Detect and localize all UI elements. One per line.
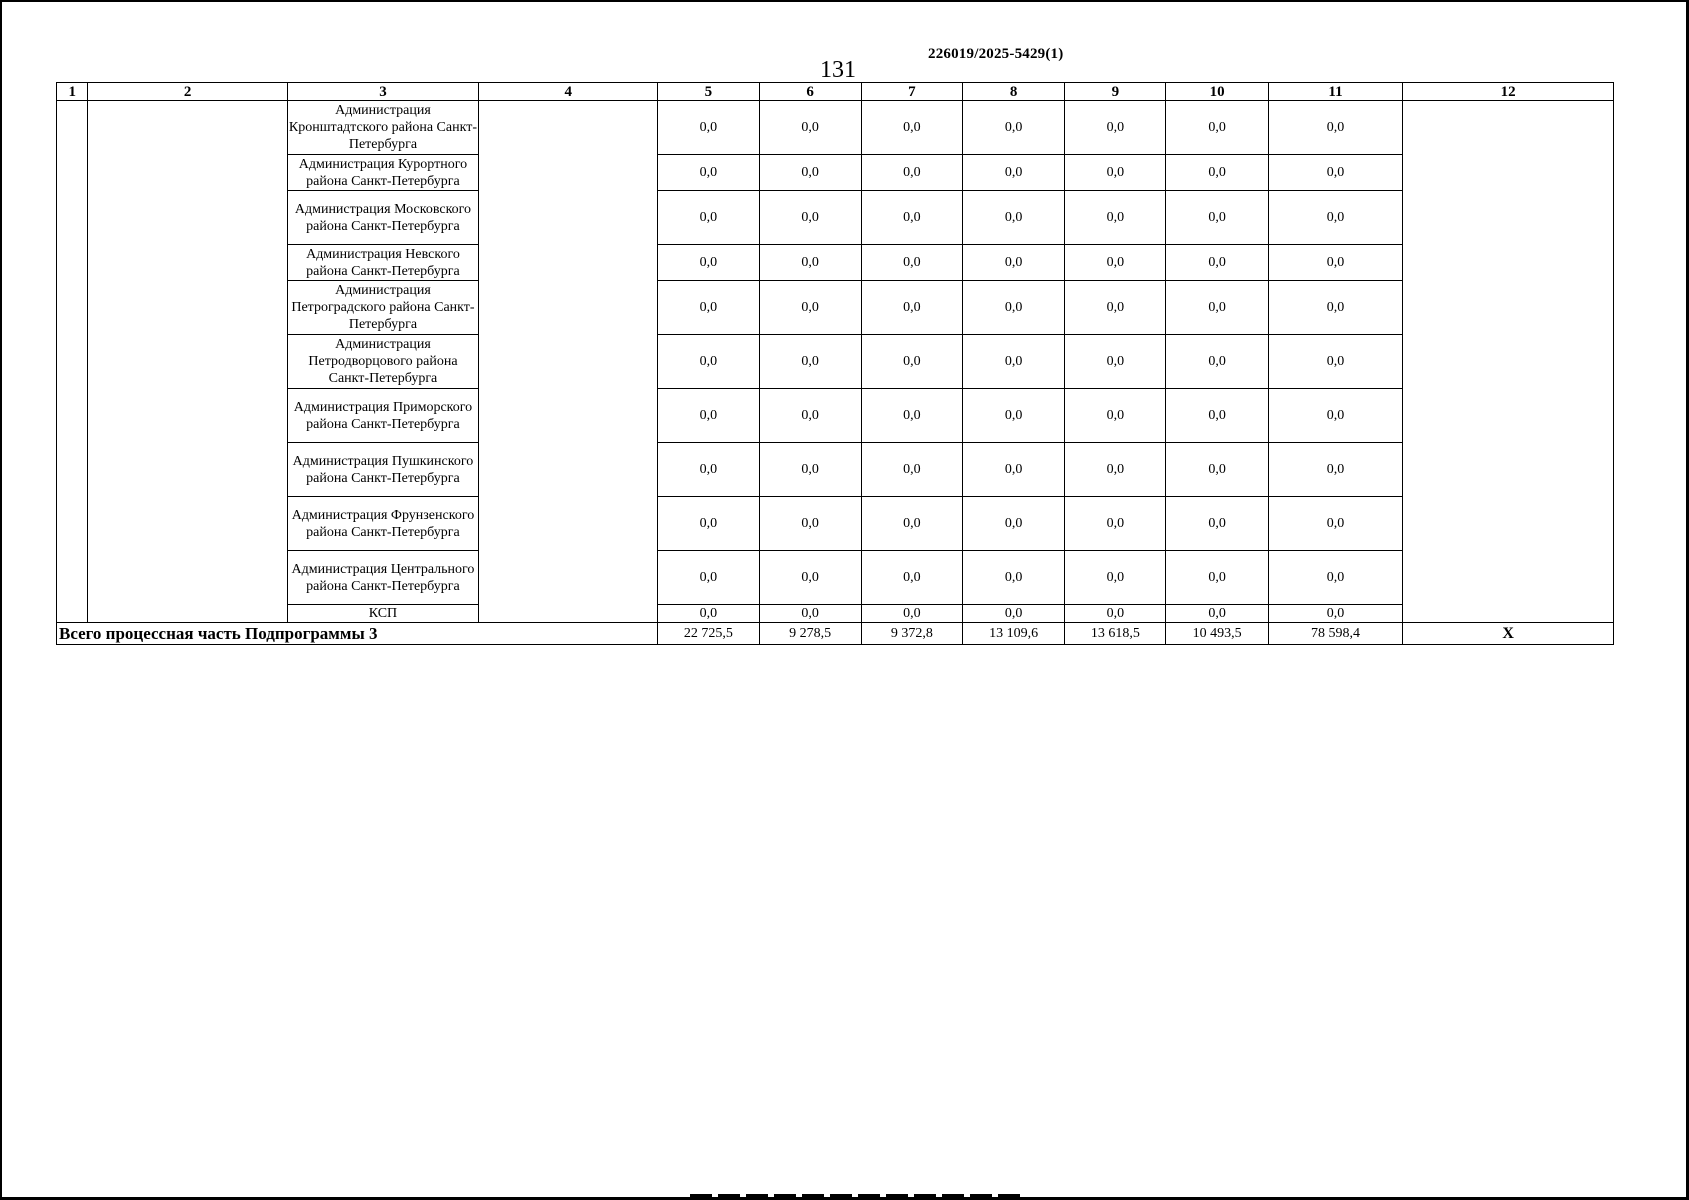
value-cell: 0,0 (658, 551, 759, 605)
value-cell: 0,0 (963, 245, 1065, 281)
value-cell: 0,0 (1268, 335, 1403, 389)
value-cell: 0,0 (963, 389, 1065, 443)
value-cell: 0,0 (1166, 335, 1268, 389)
value-cell: 0,0 (1268, 605, 1403, 623)
value-cell: 0,0 (1065, 389, 1166, 443)
value-cell: 0,0 (1268, 155, 1403, 191)
value-cell: 0,0 (963, 551, 1065, 605)
table-row (57, 551, 1614, 605)
value-cell: 0,0 (658, 155, 759, 191)
executor-cell: Администрация Петродворцового района Санкт-Петербурга (287, 335, 478, 389)
value-cell: 0,0 (1065, 605, 1166, 623)
value-cell: 0,0 (861, 497, 962, 551)
value-cell: 0,0 (861, 245, 962, 281)
table-row (57, 281, 1614, 335)
value-cell: 0,0 (861, 335, 962, 389)
table-row (57, 335, 1614, 389)
col-header: 6 (759, 83, 861, 101)
value-cell: 0,0 (658, 605, 759, 623)
value-cell: 0,0 (759, 245, 861, 281)
scan-edge-left (0, 0, 2, 1200)
table-row (57, 497, 1614, 551)
value-cell: 0,0 (1065, 191, 1166, 245)
value-cell: 0,0 (658, 335, 759, 389)
executor-cell: Администрация Фрунзенского района Санкт-Петербурга (287, 497, 478, 551)
executor-cell: Администрация Кронштадтского района Санкт-Петербурга (287, 101, 478, 155)
value-cell: 0,0 (1065, 443, 1166, 497)
col-header: 3 (287, 83, 478, 101)
value-cell: 0,0 (1268, 101, 1403, 155)
col-header: 2 (88, 83, 287, 101)
value-cell: 0,0 (1166, 191, 1268, 245)
total-value-cell: 13 109,6 (963, 623, 1065, 645)
value-cell: 0,0 (1166, 101, 1268, 155)
value-cell: 0,0 (1065, 101, 1166, 155)
value-cell: 0,0 (1166, 497, 1268, 551)
value-cell: 0,0 (1065, 155, 1166, 191)
total-row (57, 623, 1614, 645)
executor-cell: КСП (287, 605, 478, 623)
executor-cell: Администрация Московского района Санкт-Петербурга (287, 191, 478, 245)
col-header: 9 (1065, 83, 1166, 101)
total-value-cell: 13 618,5 (1065, 623, 1166, 645)
value-cell: 0,0 (963, 191, 1065, 245)
value-cell: 0,0 (1166, 155, 1268, 191)
total-col12-mark: Х (1403, 623, 1614, 645)
value-cell: 0,0 (658, 497, 759, 551)
total-value-cell: 22 725,5 (658, 623, 759, 645)
value-cell: 0,0 (861, 191, 962, 245)
value-cell: 0,0 (1166, 389, 1268, 443)
value-cell: 0,0 (963, 101, 1065, 155)
value-cell: 0,0 (1166, 605, 1268, 623)
value-cell: 0,0 (759, 101, 861, 155)
executor-cell: Администрация Приморского района Санкт-Петербурга (287, 389, 478, 443)
value-cell: 0,0 (1166, 443, 1268, 497)
value-cell: 0,0 (759, 389, 861, 443)
col-header: 8 (963, 83, 1065, 101)
value-cell: 0,0 (1166, 281, 1268, 335)
value-cell: 0,0 (658, 191, 759, 245)
value-cell: 0,0 (658, 245, 759, 281)
col12-merged-cell (1403, 101, 1614, 623)
scan-bottom-marks (690, 1194, 1020, 1197)
value-cell: 0,0 (963, 443, 1065, 497)
col-header: 11 (1268, 83, 1403, 101)
total-value-cell: 78 598,4 (1268, 623, 1403, 645)
value-cell: 0,0 (1166, 245, 1268, 281)
column-number-header-row (57, 83, 1614, 101)
value-cell: 0,0 (861, 605, 962, 623)
value-cell: 0,0 (1166, 551, 1268, 605)
value-cell: 0,0 (963, 281, 1065, 335)
registration-number: 226019/2025-5429(1) (928, 46, 1064, 62)
value-cell: 0,0 (861, 443, 962, 497)
col-header: 1 (57, 83, 88, 101)
value-cell: 0,0 (759, 497, 861, 551)
table-row (57, 605, 1614, 623)
value-cell: 0,0 (963, 605, 1065, 623)
value-cell: 0,0 (963, 155, 1065, 191)
value-cell: 0,0 (1268, 389, 1403, 443)
value-cell: 0,0 (759, 155, 861, 191)
value-cell: 0,0 (759, 443, 861, 497)
col-header: 5 (658, 83, 759, 101)
value-cell: 0,0 (1065, 245, 1166, 281)
col-header: 12 (1403, 83, 1614, 101)
col-header: 10 (1166, 83, 1268, 101)
total-value-cell: 9 278,5 (759, 623, 861, 645)
table-row (57, 443, 1614, 497)
value-cell: 0,0 (861, 155, 962, 191)
table-row (57, 191, 1614, 245)
total-label: Всего процессная часть Подпрограммы 3 (57, 623, 658, 645)
value-cell: 0,0 (658, 443, 759, 497)
value-cell: 0,0 (1268, 191, 1403, 245)
value-cell: 0,0 (759, 281, 861, 335)
executor-cell: Администрация Невского района Санкт-Петербурга (287, 245, 478, 281)
value-cell: 0,0 (759, 335, 861, 389)
col-header: 7 (861, 83, 962, 101)
value-cell: 0,0 (861, 101, 962, 155)
executor-cell: Администрация Курортного района Санкт-Петербурга (287, 155, 478, 191)
col-header: 4 (479, 83, 658, 101)
executor-cell: Администрация Центрального района Санкт-Петербурга (287, 551, 478, 605)
value-cell: 0,0 (759, 191, 861, 245)
value-cell: 0,0 (1065, 335, 1166, 389)
total-value-cell: 9 372,8 (861, 623, 962, 645)
value-cell: 0,0 (658, 281, 759, 335)
value-cell: 0,0 (963, 497, 1065, 551)
value-cell: 0,0 (1268, 497, 1403, 551)
scan-edge-top (0, 0, 1689, 2)
value-cell: 0,0 (1065, 551, 1166, 605)
value-cell: 0,0 (759, 551, 861, 605)
page-number: 131 (820, 57, 856, 83)
value-cell: 0,0 (1065, 281, 1166, 335)
col1-merged-cell (57, 101, 88, 623)
executor-cell: Администрация Пушкинского района Санкт-Петербурга (287, 443, 478, 497)
value-cell: 0,0 (1268, 443, 1403, 497)
value-cell: 0,0 (963, 335, 1065, 389)
value-cell: 0,0 (1268, 281, 1403, 335)
value-cell: 0,0 (658, 389, 759, 443)
budget-table (56, 82, 1614, 645)
value-cell: 0,0 (861, 281, 962, 335)
value-cell: 0,0 (1268, 551, 1403, 605)
col4-merged-cell (479, 101, 658, 623)
value-cell: 0,0 (861, 389, 962, 443)
value-cell: 0,0 (1268, 245, 1403, 281)
value-cell: 0,0 (759, 605, 861, 623)
value-cell: 0,0 (861, 551, 962, 605)
table-row (57, 245, 1614, 281)
table-row (57, 155, 1614, 191)
table-row (57, 101, 1614, 155)
value-cell: 0,0 (658, 101, 759, 155)
value-cell: 0,0 (1065, 497, 1166, 551)
table-row (57, 389, 1614, 443)
total-value-cell: 10 493,5 (1166, 623, 1268, 645)
col2-merged-cell (88, 101, 287, 623)
executor-cell: Администрация Петроградского района Санкт-Петербурга (287, 281, 478, 335)
